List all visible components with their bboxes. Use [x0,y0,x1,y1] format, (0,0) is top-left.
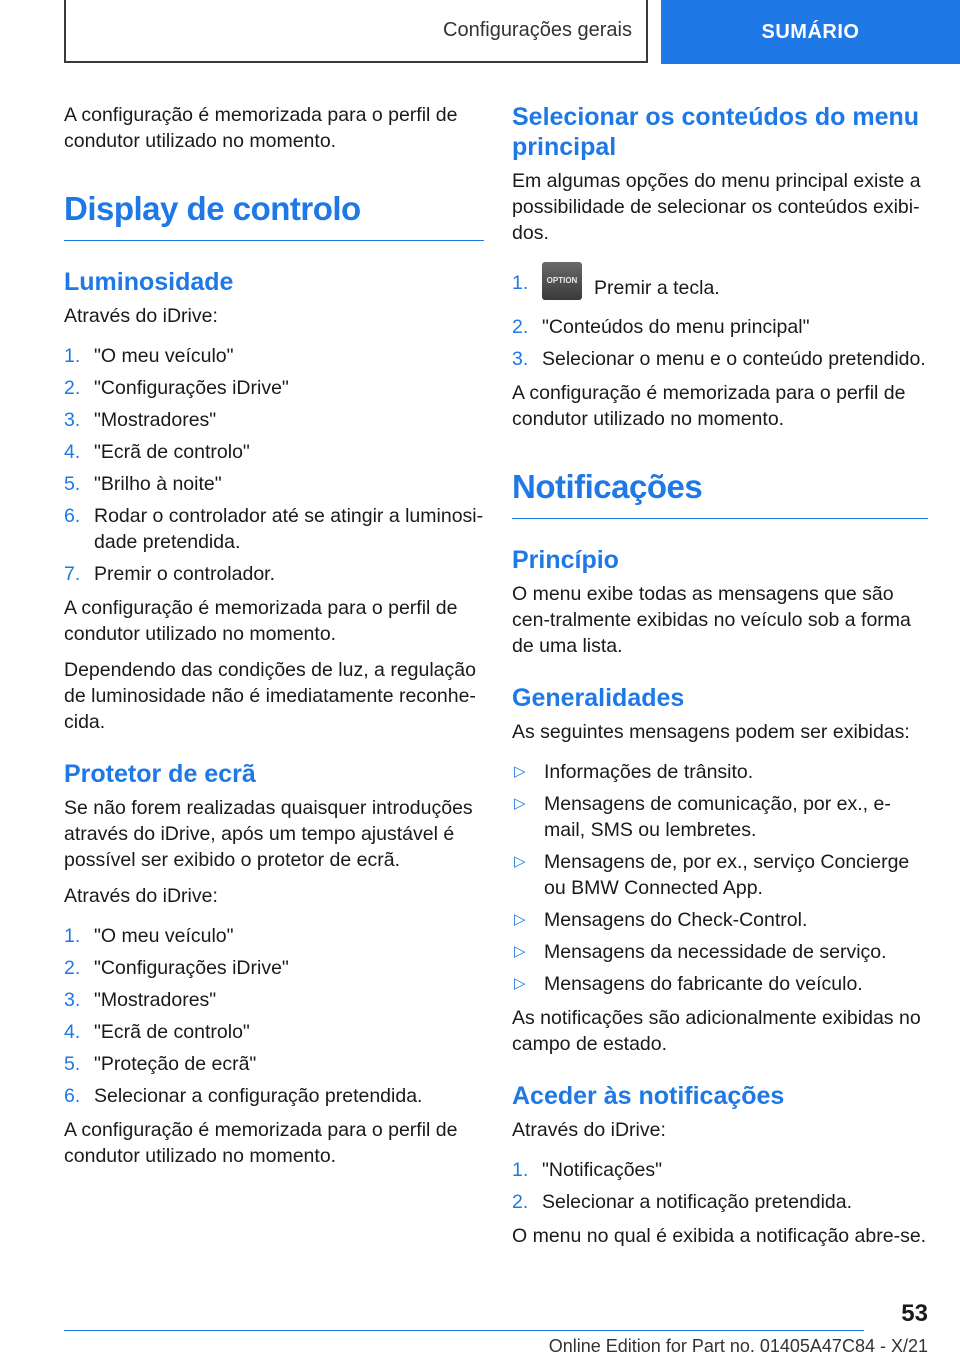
generalidades-note: As notificações são adicionalmente exibidas no campo de estado. [512,1007,921,1055]
aceder-via: Através do iDrive: [512,1119,666,1141]
aceder-steps [512,1157,928,1215]
luminosidade-note-2: Dependendo das condições de luz, a regulação de luminosidade não é imediatamente reconhe-cida. [64,659,476,733]
protetor-intro: Se não forem realizadas quaisquer introduções através do iDrive, após um tempo ajustável é possível ser exibido o protetor de ecrã. [64,797,473,871]
section-label: Configurações gerais [443,19,632,41]
list-item: 1. "O meu veículo" [64,345,234,367]
aceder-note: O menu no qual é exibida a notificação abre-se. [512,1225,927,1247]
list-item: ▷ Mensagens de, por ex., serviço Concierge ou BMW Connected App. [514,851,910,899]
triangle-bullet-icon: ▷ [514,853,526,870]
list-item: 1. OPTION Premir a tecla. [512,270,928,308]
list-item: 4. "Ecrã de controlo" [64,441,250,463]
generalidades-intro: As seguintes mensagens podem ser exibidas: [512,721,910,743]
list-item: ▷ Mensagens do fabricante do veículo. [514,973,863,995]
list-item: 4. "Ecrã de controlo" [64,1021,250,1043]
list-item: ▷ Mensagens do Check-Control. [514,909,808,931]
list-item: 2. Selecionar a notificação pretendida. [512,1191,853,1213]
summary-button[interactable] [661,0,960,64]
list-item: 6. Selecionar a configuração pretendida. [64,1085,423,1107]
section-heading-notificacoes: Notificações [512,468,928,519]
list-item: ▷ Informações de trânsito. [514,761,754,783]
intro-paragraph: A configuração é memorizada para o perfil de condutor utilizado no momento. [64,104,458,152]
list-item: 1. "O meu veículo" [64,925,234,947]
footer-divider [64,1330,864,1331]
triangle-bullet-icon: ▷ [514,763,526,780]
subheading-protetor: Protetor de ecrã [64,760,256,788]
right-column [512,102,928,1259]
list-item: 1. "Notificações" [512,1159,663,1181]
list-item: 2. "Conteúdos do menu principal" [512,316,810,338]
list-item: 5. "Proteção de ecrã" [64,1053,257,1075]
luminosidade-steps [64,343,484,587]
list-item: 2. "Configurações iDrive" [64,957,289,979]
subheading-generalidades: Generalidades [512,684,685,712]
subheading-luminosidade: Luminosidade [64,268,234,296]
luminosidade-via: Através do iDrive: [64,305,218,327]
protetor-via: Através do iDrive: [64,885,218,907]
triangle-bullet-icon: ▷ [514,911,526,928]
list-item: ▷ Mensagens de comunicação, por ex., e-mail, SMS ou lembretes. [514,793,891,841]
page-number: 53 [901,1300,928,1327]
list-item: 3. "Mostradores" [64,989,217,1011]
luminosidade-note-1: A configuração é memorizada para o perfil de condutor utilizado no momento. [64,597,458,645]
subheading-aceder: Aceder às notificações [512,1082,785,1110]
triangle-bullet-icon: ▷ [514,975,526,992]
section-tab[interactable] [64,0,648,63]
subheading-menu-principal: Selecionar os conteúdos do menu principal [512,103,920,161]
triangle-bullet-icon: ▷ [514,795,526,812]
list-item: 3. "Mostradores" [64,409,217,431]
protetor-steps [64,923,484,1109]
list-item: 5. "Brilho à noite" [64,473,222,495]
list-item: 7. Premir o controlador. [64,563,275,585]
subheading-principio: Princípio [512,546,619,574]
list-item: 3. Selecionar o menu e o conteúdo pretendido. [512,348,926,370]
left-column [64,102,484,1179]
protetor-note: A configuração é memorizada para o perfil de condutor utilizado no momento. [64,1119,458,1167]
top-bar [0,0,960,66]
menu-steps [512,270,928,372]
list-item: 2. "Configurações iDrive" [64,377,289,399]
option-key-icon: OPTION [542,262,582,300]
menu-intro: Em algumas opções do menu principal existe a possibilidade de selecionar os conteúdos exibi-dos. [512,170,921,244]
generalidades-list [512,759,928,997]
section-heading-display: Display de controlo [64,190,484,241]
list-item: ▷ Mensagens da necessidade de serviço. [514,941,887,963]
edition-text: Online Edition for Part no. 01405A47C84 - X/21 [548,1336,928,1356]
summary-label: SUMÁRIO [761,20,860,43]
menu-note: A configuração é memorizada para o perfil de condutor utilizado no momento. [512,382,906,430]
triangle-bullet-icon: ▷ [514,943,526,960]
list-item: 6. Rodar o controlador até se atingir a luminosi-dade pretendida. [64,505,484,553]
principio-text: O menu exibe todas as mensagens que são cen-tralmente exibidas no veículo sob a forma de uma lista. [512,583,911,657]
